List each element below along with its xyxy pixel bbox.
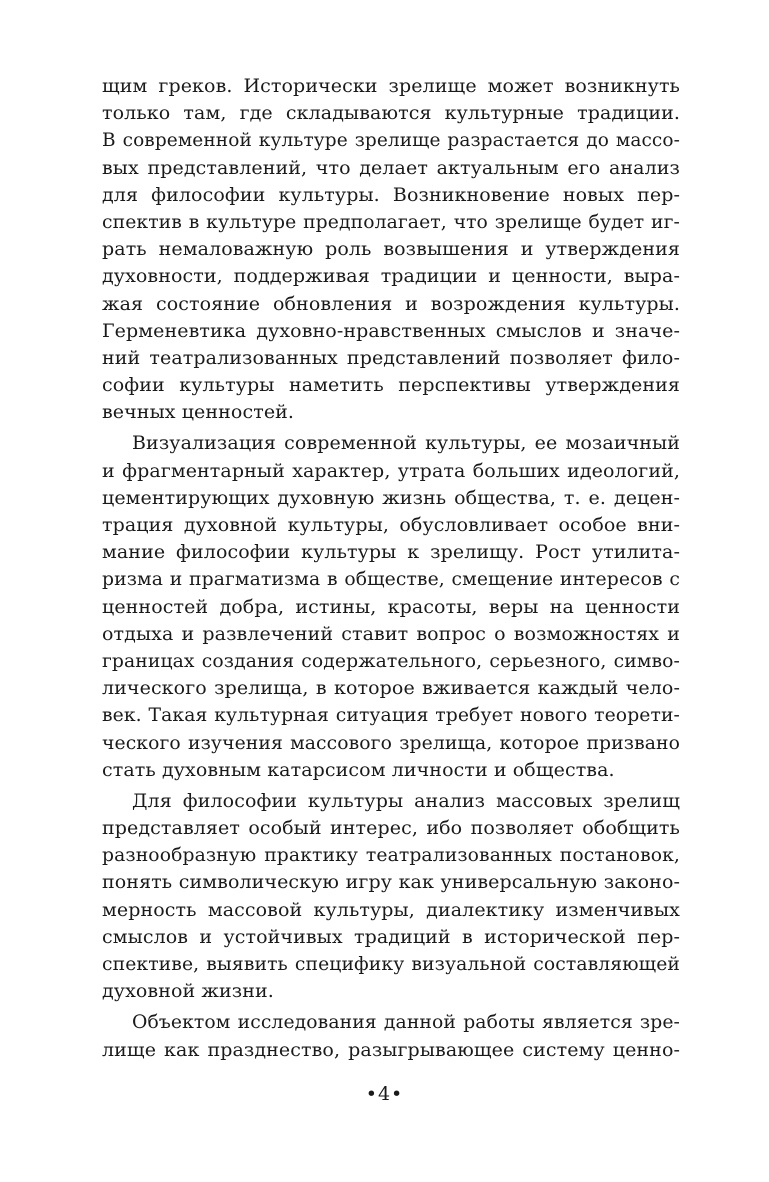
text-line: софии культуры наметить перспективы утверждения	[102, 374, 680, 397]
text-line: отдыха и развлечений ставит вопрос о возможностях и	[102, 622, 680, 645]
text-line: границах создания содержательного, серьезного, симво-	[102, 650, 680, 672]
body-text	[102, 73, 680, 1064]
text-line: представляет особый интерес, ибо позволяет обобщить	[102, 817, 680, 840]
text-line: Объектом исследования данной работы является зре-	[132, 1012, 680, 1034]
text-line: Визуализация современной культуры, ее мозаичный	[132, 432, 680, 455]
text-line: вечных ценностей.	[102, 401, 295, 424]
text-line: мание философии культуры к зрелищу. Рост утилита-	[102, 541, 680, 564]
text-line: духовности, поддерживая традиции и ценности, выра-	[102, 265, 680, 288]
paragraph-3	[102, 788, 680, 1006]
page-number: •4•	[365, 1083, 404, 1105]
text-line: смыслов и устойчивых традиций в исторической пер-	[102, 925, 680, 948]
text-line: духовной жизни.	[102, 980, 274, 1003]
text-line: трация духовной культуры, обусловливает особое вни-	[102, 514, 680, 536]
text-line: лического зрелища, в которое вживается каждый чело-	[102, 677, 680, 700]
text-line: спективе, выявить специфику визуальной составляющей	[102, 954, 680, 975]
text-line: жая состояние обновления и возрождения культуры.	[102, 292, 680, 315]
text-line: спектив в культуре предполагает, что зрелище будет иг-	[102, 211, 680, 233]
text-line: стать духовным катарсисом личности и общества.	[102, 758, 615, 781]
text-line: лище как празднество, разыгрывающее систему ценно-	[102, 1038, 680, 1061]
paragraph-2	[102, 430, 680, 783]
paragraph-1	[102, 73, 680, 426]
text-line: Герменевтика духовно-нравственных смыслов и значе-	[102, 319, 680, 342]
text-line: мерность массовой культуры, диалектику изменчивых	[102, 898, 680, 921]
text-line: рать немаловажную роль возвышения и утверждения	[102, 238, 680, 261]
text-line: ценностей добра, истины, красоты, веры на ценности	[102, 595, 680, 618]
text-line: и фрагментарный характер, утрата больших идеологий,	[102, 459, 680, 482]
text-line: понять символическую игру как универсальную законо-	[102, 871, 680, 894]
text-line: ческого изучения массового зрелища, которое призвано	[102, 732, 680, 754]
paragraph-4	[102, 1009, 680, 1063]
text-line: ний театрализованных представлений позволяет фило-	[102, 346, 680, 369]
text-line: только там, где складываются культурные традиции.	[102, 102, 680, 125]
text-line: Для философии культуры анализ массовых зрелищ	[132, 789, 680, 812]
text-line: цементирующих духовную жизнь общества, т. е. децен-	[102, 486, 680, 509]
text-line: щим греков. Исторически зрелище может возникнуть	[102, 75, 680, 97]
text-line: разнообразную практику театрализованных постановок,	[102, 845, 680, 867]
text-line: вых представлений, что делает актуальным его анализ	[102, 156, 680, 179]
text-line: для философии культуры. Возникновение новых пер-	[102, 183, 680, 206]
text-line: ризма и прагматизма в обществе, смещение интересов с	[102, 569, 680, 591]
text-line: В современной культуре зрелище разрастается до массо-	[102, 130, 680, 152]
text-line: век. Такая культурная ситуация требует нового теорети-	[102, 705, 680, 727]
